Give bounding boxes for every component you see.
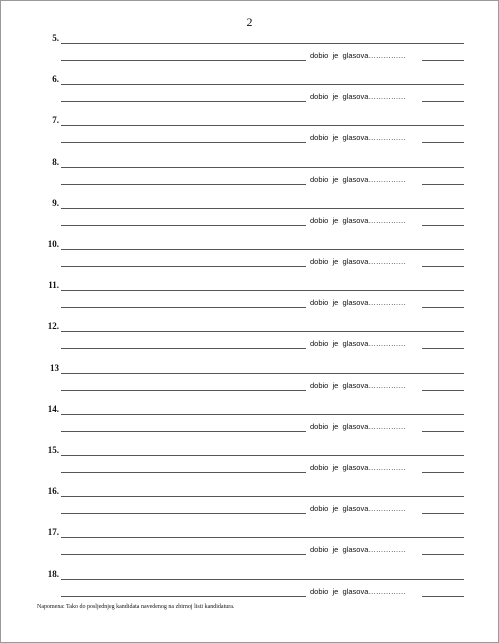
second-line [61,513,306,514]
votes-label: dobio je glasova…………… [310,215,406,225]
name-line [61,290,464,291]
entry-number: 11. [48,280,59,291]
candidate-entry [1,239,498,279]
second-line [61,184,306,185]
second-line [61,60,306,61]
votes-line [422,554,464,555]
votes-label: dobio je glasova…………… [310,463,406,472]
name-line [61,537,464,538]
candidate-entry [1,321,498,361]
second-line [61,554,306,555]
second-line [61,390,306,391]
votes-label: dobio je glasova…………… [310,586,406,596]
candidate-entry [1,404,498,444]
votes-label: dobio je glasova…………… [310,421,406,431]
candidate-entry [1,33,498,73]
entry-number: 17. [47,527,59,538]
candidate-entry [1,280,498,320]
entry-number: 8. [52,156,59,167]
entry-number: 9. [52,197,59,208]
votes-label: dobio je glasova…………… [310,174,406,184]
name-line [61,331,464,332]
name-line [61,208,464,209]
votes-label: dobio je glasova…………… [310,298,406,308]
votes-line [422,101,464,102]
candidate-entry [1,569,498,609]
second-line [61,431,306,432]
second-line [61,596,306,597]
candidate-entry [1,157,498,197]
entry-number: 18. [47,568,59,579]
votes-line [422,266,464,267]
entry-number: 14. [47,403,59,414]
votes-label: dobio je glasova…………… [310,51,406,60]
candidate-entry [1,445,498,485]
name-line [61,373,464,374]
name-line [61,167,464,168]
votes-line [422,142,464,143]
name-line [61,496,464,497]
candidate-entry [1,74,498,114]
entry-number: 13 [50,362,59,373]
votes-label: dobio je glasova…………… [310,339,406,349]
votes-label: dobio je glasova…………… [310,545,406,555]
candidate-entry [1,115,498,155]
entry-number: 12. [47,321,59,332]
second-line [61,266,306,267]
name-line [61,249,464,250]
candidate-entry [1,486,498,526]
votes-line [422,184,464,185]
second-line [61,101,306,102]
votes-label: dobio je glasova…………… [310,133,406,143]
entry-number: 15. [47,445,59,455]
votes-line [422,60,464,61]
votes-label: dobio je glasova…………… [310,504,406,514]
entry-number: 16. [47,486,59,497]
votes-line [422,307,464,308]
second-line [61,225,306,226]
votes-line [422,472,464,473]
name-line [61,455,464,456]
votes-line [422,348,464,349]
second-line [61,142,306,143]
votes-line [422,513,464,514]
votes-line [422,390,464,391]
name-line [61,125,464,126]
votes-label: dobio je glasova…………… [310,92,406,102]
name-line [61,84,464,85]
footnote: Napomena: Tako do posljednjeg kandidata navedenog na zbirnoj listi kandidatura. [37,604,235,610]
candidate-entry [1,527,498,567]
name-line [61,579,464,580]
page-number: 2 [246,15,253,29]
second-line [61,348,306,349]
second-line [61,472,306,473]
entry-number: 6. [52,74,59,85]
votes-label: dobio je glasova…………… [310,380,406,390]
votes-line [422,225,464,226]
candidate-entry [1,198,498,238]
entry-number: 7. [52,115,59,126]
candidate-entry [1,363,498,403]
name-line [61,414,464,415]
votes-line [422,431,464,432]
votes-line [422,596,464,597]
second-line [61,307,306,308]
votes-label: dobio je glasova…………… [310,257,406,266]
entry-number: 10. [47,239,59,249]
name-line [61,43,464,44]
entry-number: 5. [52,33,59,43]
